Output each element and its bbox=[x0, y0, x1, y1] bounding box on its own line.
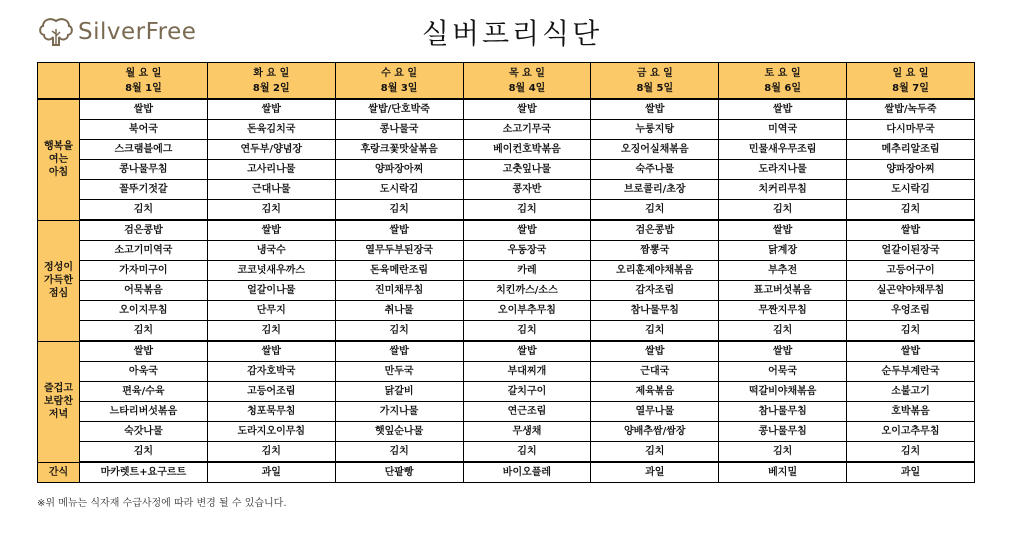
menu-cell: 오리훈제야채볶음 bbox=[591, 261, 719, 281]
menu-row bbox=[38, 220, 975, 241]
day-header bbox=[207, 63, 335, 100]
menu-cell: 햇잎순나물 bbox=[335, 422, 463, 442]
menu-cell: 참나물무침 bbox=[591, 301, 719, 321]
day-header bbox=[80, 63, 208, 100]
day-header bbox=[335, 63, 463, 100]
menu-cell: 소불고기 bbox=[847, 382, 975, 402]
menu-cell: 브로콜리/초장 bbox=[591, 180, 719, 200]
menu-cell: 연두부/양념장 bbox=[207, 140, 335, 160]
day-date: 8월 3일 bbox=[380, 82, 418, 94]
menu-cell: 실곤약야채무침 bbox=[847, 281, 975, 301]
day-header bbox=[719, 63, 847, 100]
menu-cell: 꼴뚜기젓갈 bbox=[80, 180, 208, 200]
menu-cell: 후랑크꽃맛살볶음 bbox=[335, 140, 463, 160]
menu-cell: 우엉조림 bbox=[847, 301, 975, 321]
menu-cell: 냉국수 bbox=[207, 241, 335, 261]
menu-cell: 도시락김 bbox=[335, 180, 463, 200]
footnote: ※위 메뉴는 식자재 수급사정에 따라 변경 될 수 있습니다. bbox=[37, 498, 287, 509]
meal-label bbox=[38, 220, 80, 341]
menu-cell: 쌀밥 bbox=[463, 99, 591, 120]
menu-cell: 쌀밥/단호박죽 bbox=[335, 99, 463, 120]
menu-cell: 가지나물 bbox=[335, 402, 463, 422]
menu-row bbox=[38, 261, 975, 281]
menu-cell: 치커리무침 bbox=[719, 180, 847, 200]
day-date: 8월 7일 bbox=[892, 82, 929, 94]
menu-cell: 민물새우무조림 bbox=[719, 140, 847, 160]
meal-label-line: 보람찬 bbox=[44, 396, 73, 407]
menu-cell: 표고버섯볶음 bbox=[719, 281, 847, 301]
menu-row bbox=[38, 200, 975, 221]
meal-label-line: 행복을 bbox=[44, 141, 73, 153]
menu-cell: 오이고추무침 bbox=[847, 422, 975, 442]
menu-cell: 김치 bbox=[207, 321, 335, 342]
menu-cell: 고춧잎나물 bbox=[463, 160, 591, 180]
menu-cell: 김치 bbox=[335, 442, 463, 463]
menu-cell: 편육/수육 bbox=[80, 382, 208, 402]
menu-cell: 메추리알조림 bbox=[847, 140, 975, 160]
corner-cell bbox=[38, 63, 80, 100]
menu-cell: 부추전 bbox=[719, 261, 847, 281]
menu-cell: 얼갈이나물 bbox=[207, 281, 335, 301]
meal-label-line: 가득한 bbox=[44, 275, 73, 286]
day-date: 8월 5일 bbox=[636, 82, 674, 94]
day-date: 8월 1일 bbox=[125, 82, 162, 94]
header-row bbox=[38, 63, 975, 100]
menu-cell: 취나물 bbox=[335, 301, 463, 321]
menu-cell: 쌀밥 bbox=[80, 99, 208, 120]
day-name: 화 요 일 bbox=[253, 67, 290, 79]
menu-cell: 김치 bbox=[463, 321, 591, 342]
day-name: 금 요 일 bbox=[636, 67, 673, 79]
menu-cell: 고사리나물 bbox=[207, 160, 335, 180]
menu-row bbox=[38, 341, 975, 362]
menu-cell: 근대나물 bbox=[207, 180, 335, 200]
menu-cell: 치킨까스/소스 bbox=[463, 281, 591, 301]
menu-cell: 김치 bbox=[847, 321, 975, 342]
menu-cell: 숙갓나물 bbox=[80, 422, 208, 442]
menu-cell: 김치 bbox=[80, 200, 208, 221]
menu-cell: 오이부추무침 bbox=[463, 301, 591, 321]
menu-cell: 감자호박국 bbox=[207, 362, 335, 382]
menu-cell: 얼갈이된장국 bbox=[847, 241, 975, 261]
menu-cell: 쌀밥 bbox=[719, 99, 847, 120]
day-date: 8월 4일 bbox=[508, 82, 546, 94]
day-date: 8월 6일 bbox=[764, 82, 801, 94]
menu-cell: 김치 bbox=[207, 442, 335, 463]
snack-cell: 과일 bbox=[207, 462, 335, 483]
menu-cell: 카레 bbox=[463, 261, 591, 281]
menu-cell: 스크램블에그 bbox=[80, 140, 208, 160]
menu-cell: 고등어구이 bbox=[847, 261, 975, 281]
menu-cell: 진미채무침 bbox=[335, 281, 463, 301]
menu-cell: 호박볶음 bbox=[847, 402, 975, 422]
menu-cell: 쌀밥 bbox=[719, 220, 847, 241]
menu-cell: 도라지오이무침 bbox=[207, 422, 335, 442]
menu-row bbox=[38, 281, 975, 301]
menu-cell: 쌀밥 bbox=[335, 341, 463, 362]
menu-row bbox=[38, 99, 975, 120]
meal-label-line: 정성이 bbox=[44, 262, 73, 273]
menu-cell: 쌀밥/녹두죽 bbox=[847, 99, 975, 120]
menu-cell: 감자조림 bbox=[591, 281, 719, 301]
menu-row bbox=[38, 301, 975, 321]
snack-cell: 과일 bbox=[591, 462, 719, 483]
menu-cell: 다시마무국 bbox=[847, 120, 975, 140]
menu-cell: 돈육김치국 bbox=[207, 120, 335, 140]
menu-cell: 만두국 bbox=[335, 362, 463, 382]
day-date: 8월 2일 bbox=[252, 82, 290, 94]
menu-cell: 닭갈비 bbox=[335, 382, 463, 402]
menu-cell: 열무두부된장국 bbox=[335, 241, 463, 261]
menu-cell: 김치 bbox=[335, 200, 463, 221]
menu-cell: 아욱국 bbox=[80, 362, 208, 382]
menu-cell: 콩자반 bbox=[463, 180, 591, 200]
menu-cell: 오징어실채볶음 bbox=[591, 140, 719, 160]
menu-cell: 쌀밥 bbox=[463, 341, 591, 362]
menu-cell: 짬뽕국 bbox=[591, 241, 719, 261]
menu-row bbox=[38, 442, 975, 463]
menu-row bbox=[38, 241, 975, 261]
menu-cell: 김치 bbox=[335, 321, 463, 342]
menu-cell: 김치 bbox=[847, 442, 975, 463]
menu-cell: 검은콩밥 bbox=[80, 220, 208, 241]
weekly-menu-table bbox=[37, 62, 975, 483]
menu-row bbox=[38, 180, 975, 200]
day-name: 일 요 일 bbox=[892, 67, 929, 79]
menu-cell: 쌀밥 bbox=[847, 341, 975, 362]
menu-cell: 갈치구이 bbox=[463, 382, 591, 402]
menu-cell: 김치 bbox=[591, 200, 719, 221]
menu-cell: 양배추쌈/쌈장 bbox=[591, 422, 719, 442]
meal-label-line: 점심 bbox=[48, 288, 69, 299]
menu-cell: 김치 bbox=[591, 442, 719, 463]
menu-cell: 김치 bbox=[719, 442, 847, 463]
day-header bbox=[463, 63, 591, 100]
menu-cell: 김치 bbox=[80, 442, 208, 463]
menu-cell: 돈육메란조림 bbox=[335, 261, 463, 281]
menu-cell: 닭계장 bbox=[719, 241, 847, 261]
menu-cell: 쌀밥 bbox=[463, 220, 591, 241]
brand-name: SilverFree bbox=[78, 19, 197, 45]
menu-cell: 쌀밥 bbox=[80, 341, 208, 362]
menu-cell: 무짠지무침 bbox=[719, 301, 847, 321]
menu-cell: 숙주나물 bbox=[591, 160, 719, 180]
day-name: 목 요 일 bbox=[508, 67, 545, 79]
day-name: 수 요 일 bbox=[381, 67, 418, 79]
menu-cell: 어묵국 bbox=[719, 362, 847, 382]
menu-row bbox=[38, 382, 975, 402]
menu-cell: 쌀밥 bbox=[591, 341, 719, 362]
menu-cell: 청포묵무침 bbox=[207, 402, 335, 422]
page-title: 실버프리식단 bbox=[421, 17, 603, 50]
menu-cell: 연근조림 bbox=[463, 402, 591, 422]
menu-cell: 소고기무국 bbox=[463, 120, 591, 140]
menu-cell: 양파장아찌 bbox=[847, 160, 975, 180]
meal-label-line: 저녁 bbox=[48, 409, 69, 420]
meal-label bbox=[38, 99, 80, 220]
meal-label-line: 여는 bbox=[48, 154, 69, 166]
menu-cell: 가자미구이 bbox=[80, 261, 208, 281]
menu-cell: 김치 bbox=[591, 321, 719, 342]
menu-cell: 미역국 bbox=[719, 120, 847, 140]
menu-row bbox=[38, 160, 975, 180]
menu-cell: 제육볶음 bbox=[591, 382, 719, 402]
snack-cell: 과일 bbox=[847, 462, 975, 483]
menu-cell: 쌀밥 bbox=[591, 99, 719, 120]
day-header bbox=[847, 63, 975, 100]
menu-row bbox=[38, 140, 975, 160]
menu-cell: 열무나물 bbox=[591, 402, 719, 422]
menu-row bbox=[38, 402, 975, 422]
snack-cell: 단팥빵 bbox=[335, 462, 463, 483]
menu-cell: 근대국 bbox=[591, 362, 719, 382]
menu-cell: 콩나물무침 bbox=[719, 422, 847, 442]
meal-label-line: 아침 bbox=[48, 167, 69, 179]
menu-cell: 김치 bbox=[719, 200, 847, 221]
menu-cell: 코코넛새우까스 bbox=[207, 261, 335, 281]
menu-cell: 어묵볶음 bbox=[80, 281, 208, 301]
menu-cell: 김치 bbox=[847, 200, 975, 221]
menu-cell: 콩나물국 bbox=[335, 120, 463, 140]
menu-cell: 양파장아찌 bbox=[335, 160, 463, 180]
menu-cell: 김치 bbox=[80, 321, 208, 342]
menu-row bbox=[38, 362, 975, 382]
menu-cell: 느타리버섯볶음 bbox=[80, 402, 208, 422]
menu-cell: 참나물무침 bbox=[719, 402, 847, 422]
snack-cell: 마카렛트+요구르트 bbox=[80, 462, 208, 483]
menu-cell: 순두부계란국 bbox=[847, 362, 975, 382]
menu-cell: 베이컨호박볶음 bbox=[463, 140, 591, 160]
menu-cell: 김치 bbox=[463, 200, 591, 221]
snack-label: 간식 bbox=[38, 462, 80, 483]
menu-cell: 김치 bbox=[207, 200, 335, 221]
menu-cell: 쌀밥 bbox=[335, 220, 463, 241]
menu-cell: 무생채 bbox=[463, 422, 591, 442]
snack-cell: 베지밀 bbox=[719, 462, 847, 483]
snack-cell: 바이오플레 bbox=[463, 462, 591, 483]
menu-cell: 누룽지탕 bbox=[591, 120, 719, 140]
menu-cell: 김치 bbox=[463, 442, 591, 463]
menu-cell: 콩나물무침 bbox=[80, 160, 208, 180]
snack-row bbox=[38, 462, 975, 483]
menu-cell: 쌀밥 bbox=[207, 341, 335, 362]
day-name: 월 요 일 bbox=[125, 67, 162, 79]
menu-row bbox=[38, 321, 975, 342]
menu-cell: 도시락김 bbox=[847, 180, 975, 200]
menu-cell: 떡갈비야채볶음 bbox=[719, 382, 847, 402]
menu-row bbox=[38, 120, 975, 140]
menu-cell: 오이지무침 bbox=[80, 301, 208, 321]
menu-cell: 단무지 bbox=[207, 301, 335, 321]
day-name: 토 요 일 bbox=[764, 67, 801, 79]
menu-cell: 쌀밥 bbox=[719, 341, 847, 362]
menu-cell: 부대찌개 bbox=[463, 362, 591, 382]
meal-label bbox=[38, 341, 80, 462]
menu-row bbox=[38, 422, 975, 442]
menu-cell: 쌀밥 bbox=[207, 99, 335, 120]
menu-cell: 소고기미역국 bbox=[80, 241, 208, 261]
menu-cell: 우동장국 bbox=[463, 241, 591, 261]
day-header bbox=[591, 63, 719, 100]
menu-cell: 도라지나물 bbox=[719, 160, 847, 180]
meal-label-line: 즐겁고 bbox=[44, 383, 73, 394]
menu-cell: 고등어조림 bbox=[207, 382, 335, 402]
menu-cell: 쌀밥 bbox=[207, 220, 335, 241]
menu-cell: 쌀밥 bbox=[847, 220, 975, 241]
menu-cell: 북어국 bbox=[80, 120, 208, 140]
menu-cell: 검은콩밥 bbox=[591, 220, 719, 241]
menu-cell: 김치 bbox=[719, 321, 847, 342]
